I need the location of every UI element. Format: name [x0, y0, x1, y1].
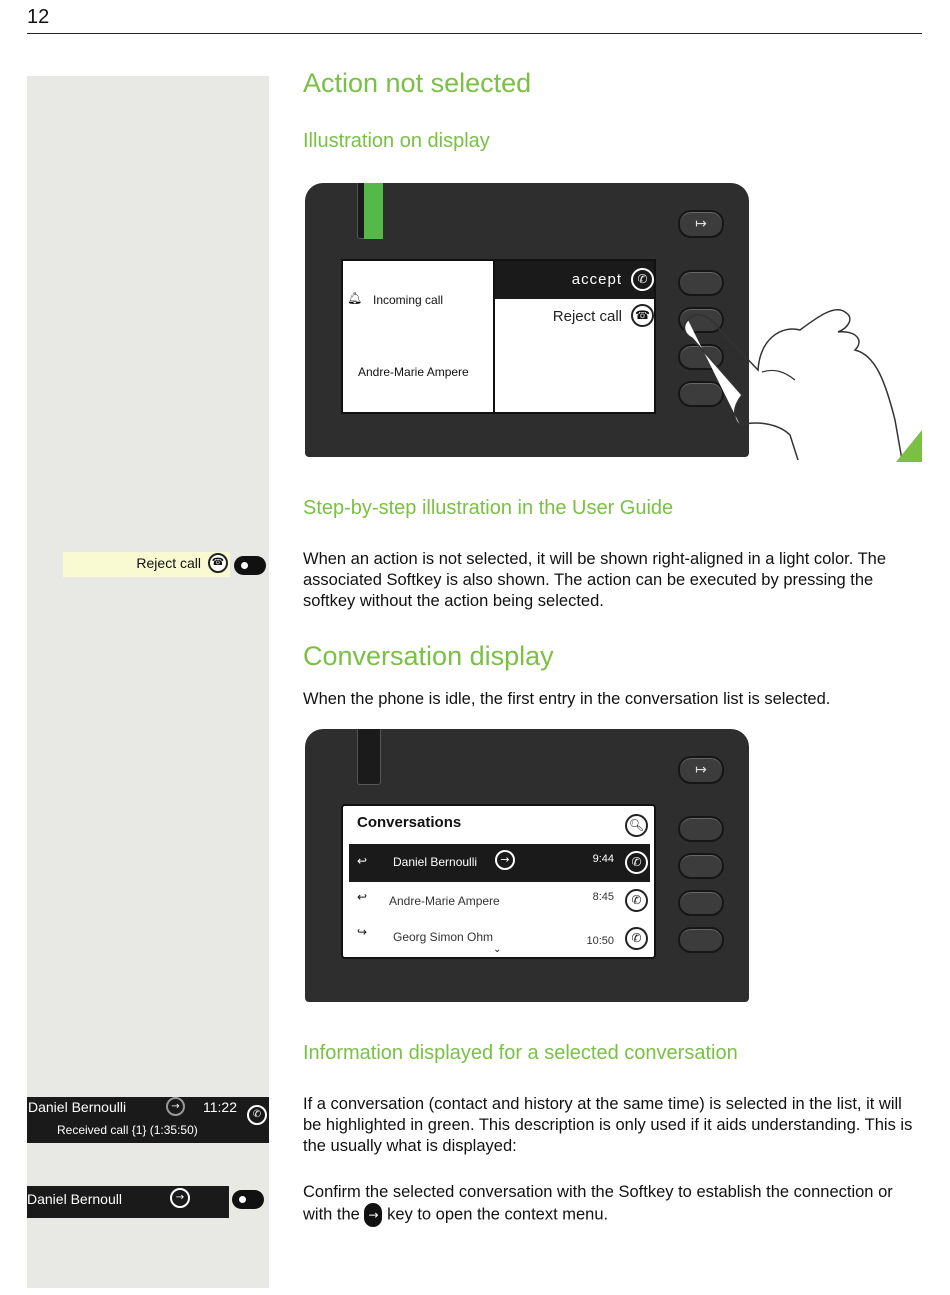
- option-accept[interactable]: [495, 261, 656, 299]
- incoming-call-label: Incoming call: [373, 293, 444, 307]
- conversation-name: Andre-Marie Ampere: [389, 894, 500, 908]
- paragraph-confirm: [303, 1182, 921, 1227]
- page-number: 12: [27, 6, 50, 28]
- arrow-right-icon: →: [166, 1097, 185, 1116]
- conversation-name: Daniel Bernoulli: [393, 855, 478, 869]
- search-icon[interactable]: 🔍︎: [625, 814, 648, 837]
- softkey-4[interactable]: [678, 927, 724, 953]
- conversation-name: Georg Simon Ohm: [393, 930, 494, 944]
- reject-call-icon: ☎: [208, 553, 228, 573]
- paragraph-action-not-selected: When an action is not selected, it will be shown right-aligned in a light color. The associated Softkey is also shown. The action can be executed by pressing the softkey without the action being selected.: [303, 550, 887, 610]
- softkey-button-confirm[interactable]: [232, 1190, 264, 1209]
- section-title-conversation-display: Conversation display: [303, 641, 554, 671]
- paragraph-conversation-idle: When the phone is idle, the first entry in the conversation list is selected.: [303, 690, 831, 708]
- accept-call-icon: ✆: [625, 889, 648, 912]
- arrow-right-icon: →: [170, 1188, 190, 1208]
- accept-call-icon: ✆: [625, 927, 648, 950]
- conversation-time: 9:44: [592, 853, 614, 865]
- caller-name: Andre-Marie Ampere: [358, 365, 469, 379]
- option-accept-label: accept: [571, 271, 622, 288]
- margin-reject-call-label: Reject call: [136, 555, 201, 571]
- conversation-time: 10:50: [586, 935, 614, 947]
- confirm-text-after: key to open the context menu.: [387, 1205, 609, 1224]
- accept-call-icon: ✆: [247, 1105, 267, 1125]
- phone-illustration-2: [305, 729, 749, 1002]
- conversation-row[interactable]: [349, 882, 650, 919]
- conversation-time: 8:45: [592, 891, 614, 903]
- reject-call-icon: ☎: [631, 304, 654, 327]
- softkey-button-reject[interactable]: [234, 556, 266, 575]
- phone-screen-2: [341, 804, 656, 959]
- softkey-2[interactable]: [678, 853, 724, 879]
- margin-conversation-entry[interactable]: [27, 1097, 269, 1143]
- bell-icon: 🔔︎: [347, 291, 363, 305]
- chevron-down-icon: ⌄: [493, 944, 502, 955]
- paragraph-selected-info: If a conversation (contact and history at the same time) is selected in the list, it will be highlighted in green. This description is only used if it aids understanding. This is the usually what is displayed:: [303, 1095, 913, 1155]
- entry-time: 11:22: [203, 1099, 237, 1115]
- outgoing-call-icon: ↩: [357, 854, 368, 868]
- accept-call-icon: ✆: [625, 851, 648, 874]
- margin-selected-conversation[interactable]: [27, 1186, 229, 1218]
- option-reject-label: Reject call: [552, 308, 622, 325]
- phone-slot: [357, 729, 381, 785]
- confirm-text-before: Confirm the selected conversation with the Softkey to establish the connection or with the: [303, 1183, 893, 1224]
- entry-name: Daniel Bernoulli: [28, 1099, 127, 1115]
- section-subtitle-selected-conversation: Information displayed for a selected conversation: [303, 1042, 738, 1064]
- phone-screen-1: [341, 259, 656, 414]
- nav-key-icon: →: [364, 1203, 382, 1227]
- section-subtitle-illustration: Illustration on display: [303, 130, 490, 152]
- softkey-3[interactable]: [678, 890, 724, 916]
- notification-led: [364, 183, 383, 239]
- outgoing-call-icon: ↩: [357, 890, 368, 904]
- corner-triangle-marker: [896, 430, 922, 462]
- softkey-1[interactable]: [678, 816, 724, 842]
- section-title-action-not-selected: Action not selected: [303, 68, 532, 98]
- hand-pointing-illustration: [680, 300, 910, 465]
- arrow-right-icon: →: [495, 850, 515, 870]
- section-subtitle-step-by-step: Step-by-step illustration in the User Guide: [303, 497, 674, 519]
- selected-name: Daniel Bernoull: [27, 1191, 122, 1207]
- home-key-icon: ↦: [695, 216, 707, 232]
- home-key-icon: ↦: [695, 762, 707, 778]
- top-rule: [27, 33, 922, 34]
- conversations-title: Conversations: [357, 814, 462, 831]
- entry-detail: Received call {1} (1:35:50): [57, 1123, 198, 1137]
- softkey-1[interactable]: [678, 270, 724, 296]
- incoming-call-panel: [343, 261, 495, 412]
- margin-reject-call-option[interactable]: [63, 552, 230, 577]
- incoming-call-icon: ↪: [357, 925, 368, 939]
- home-key[interactable]: [678, 756, 724, 784]
- accept-call-icon: ✆: [631, 268, 654, 291]
- conversation-row-selected[interactable]: [349, 844, 650, 882]
- home-key[interactable]: [678, 210, 724, 238]
- option-reject-call[interactable]: [495, 299, 656, 337]
